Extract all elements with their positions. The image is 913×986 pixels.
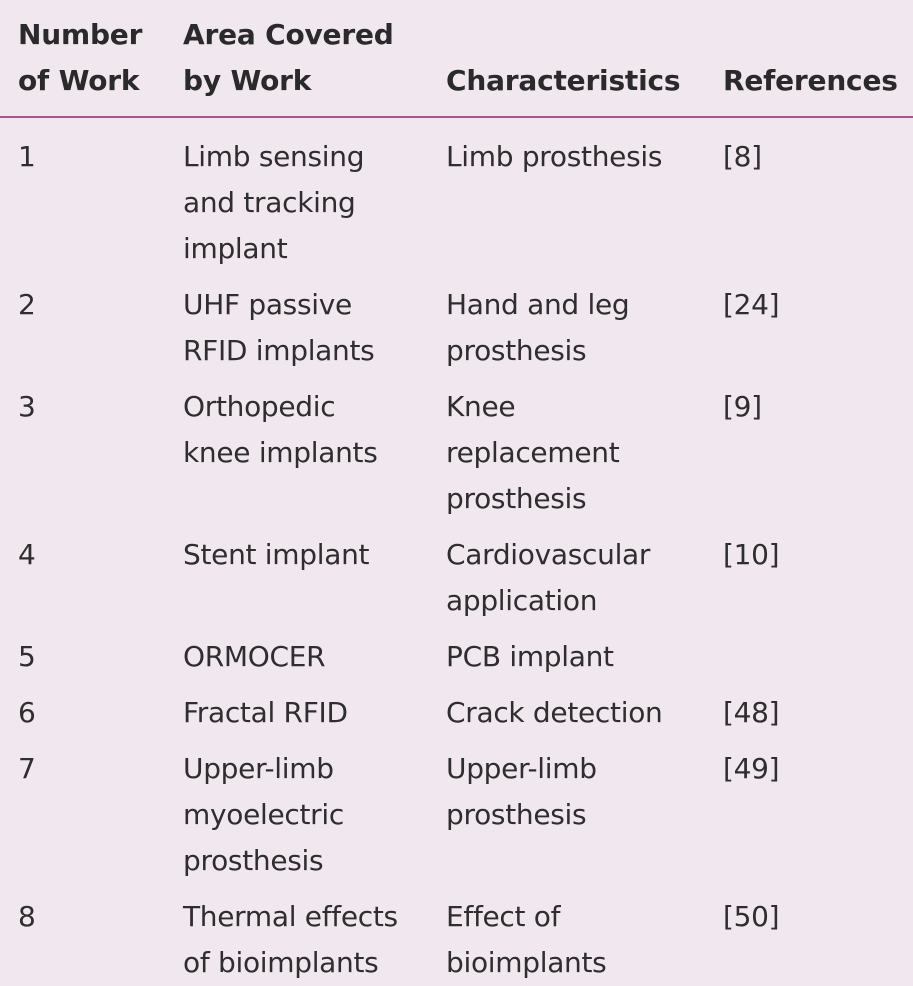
cell-text: Effect of bioimplants xyxy=(446,900,607,979)
header-row xyxy=(0,0,913,117)
header-number-of-work xyxy=(0,0,183,117)
cell-characteristics xyxy=(446,117,723,272)
cell-text: PCB implant xyxy=(446,640,614,673)
cell-text: 6 xyxy=(18,696,36,729)
header-label: Number of Work xyxy=(18,18,143,97)
cell-text: 5 xyxy=(18,640,36,673)
cell-text: 3 xyxy=(18,390,36,423)
table-body xyxy=(0,117,913,986)
cell-number xyxy=(0,624,183,680)
cell-area xyxy=(183,117,446,272)
cell-text: 7 xyxy=(18,752,36,785)
cell-text: Orthopedic knee implants xyxy=(183,390,378,469)
cell-reference xyxy=(723,522,913,624)
cell-text: Stent implant xyxy=(183,538,370,571)
cell-text: 8 xyxy=(18,900,36,933)
cell-text: Hand and leg prosthesis xyxy=(446,288,630,367)
cell-text: [50] xyxy=(723,900,780,933)
cell-area xyxy=(183,272,446,374)
cell-characteristics xyxy=(446,374,723,522)
header-area-covered xyxy=(183,0,446,117)
cell-text: [8] xyxy=(723,140,762,173)
table-row xyxy=(0,272,913,374)
cell-text: 2 xyxy=(18,288,36,321)
table-header xyxy=(0,0,913,117)
cell-characteristics xyxy=(446,272,723,374)
cell-text: Limb prosthesis xyxy=(446,140,663,173)
cell-text: Knee replacement prosthesis xyxy=(446,390,620,515)
header-references xyxy=(723,0,913,117)
cell-text: [48] xyxy=(723,696,780,729)
cell-text: Cardiovascular application xyxy=(446,538,651,617)
cell-area xyxy=(183,680,446,736)
cell-text: Crack detection xyxy=(446,696,663,729)
header-label: Area Covered by Work xyxy=(183,18,394,97)
cell-text: Upper-limb prosthesis xyxy=(446,752,597,831)
table-row xyxy=(0,680,913,736)
cell-characteristics xyxy=(446,624,723,680)
cell-text: UHF passive RFID implants xyxy=(183,288,375,367)
cell-reference xyxy=(723,117,913,272)
cell-reference xyxy=(723,374,913,522)
cell-text: 4 xyxy=(18,538,36,571)
table-row xyxy=(0,522,913,624)
cell-number xyxy=(0,272,183,374)
cell-area xyxy=(183,522,446,624)
header-label: Characteristics xyxy=(446,64,681,97)
header-label: References xyxy=(723,64,898,97)
cell-area xyxy=(183,374,446,522)
cell-text: [9] xyxy=(723,390,762,423)
cell-reference xyxy=(723,736,913,884)
cell-text: Upper-limb myoelectric prosthesis xyxy=(183,752,344,877)
cell-number xyxy=(0,736,183,884)
header-characteristics xyxy=(446,0,723,117)
cell-area xyxy=(183,624,446,680)
table-row xyxy=(0,736,913,884)
cell-text: Limb sensing and tracking implant xyxy=(183,140,365,265)
cell-text: Thermal effects of bioimplants xyxy=(183,900,398,979)
cell-text: 1 xyxy=(18,140,36,173)
cell-number xyxy=(0,117,183,272)
cell-text: [24] xyxy=(723,288,780,321)
cell-number xyxy=(0,522,183,624)
cell-reference xyxy=(723,272,913,374)
cell-area xyxy=(183,736,446,884)
cell-text: [10] xyxy=(723,538,780,571)
cell-text: Fractal RFID xyxy=(183,696,348,729)
cell-text: [49] xyxy=(723,752,780,785)
cell-number xyxy=(0,680,183,736)
table-row xyxy=(0,374,913,522)
cell-characteristics xyxy=(446,736,723,884)
table-row xyxy=(0,624,913,680)
cell-characteristics xyxy=(446,522,723,624)
table-row xyxy=(0,117,913,272)
cell-text: ORMOCER xyxy=(183,640,326,673)
cell-characteristics xyxy=(446,680,723,736)
cell-number xyxy=(0,374,183,522)
cell-reference xyxy=(723,624,913,680)
cell-reference xyxy=(723,680,913,736)
